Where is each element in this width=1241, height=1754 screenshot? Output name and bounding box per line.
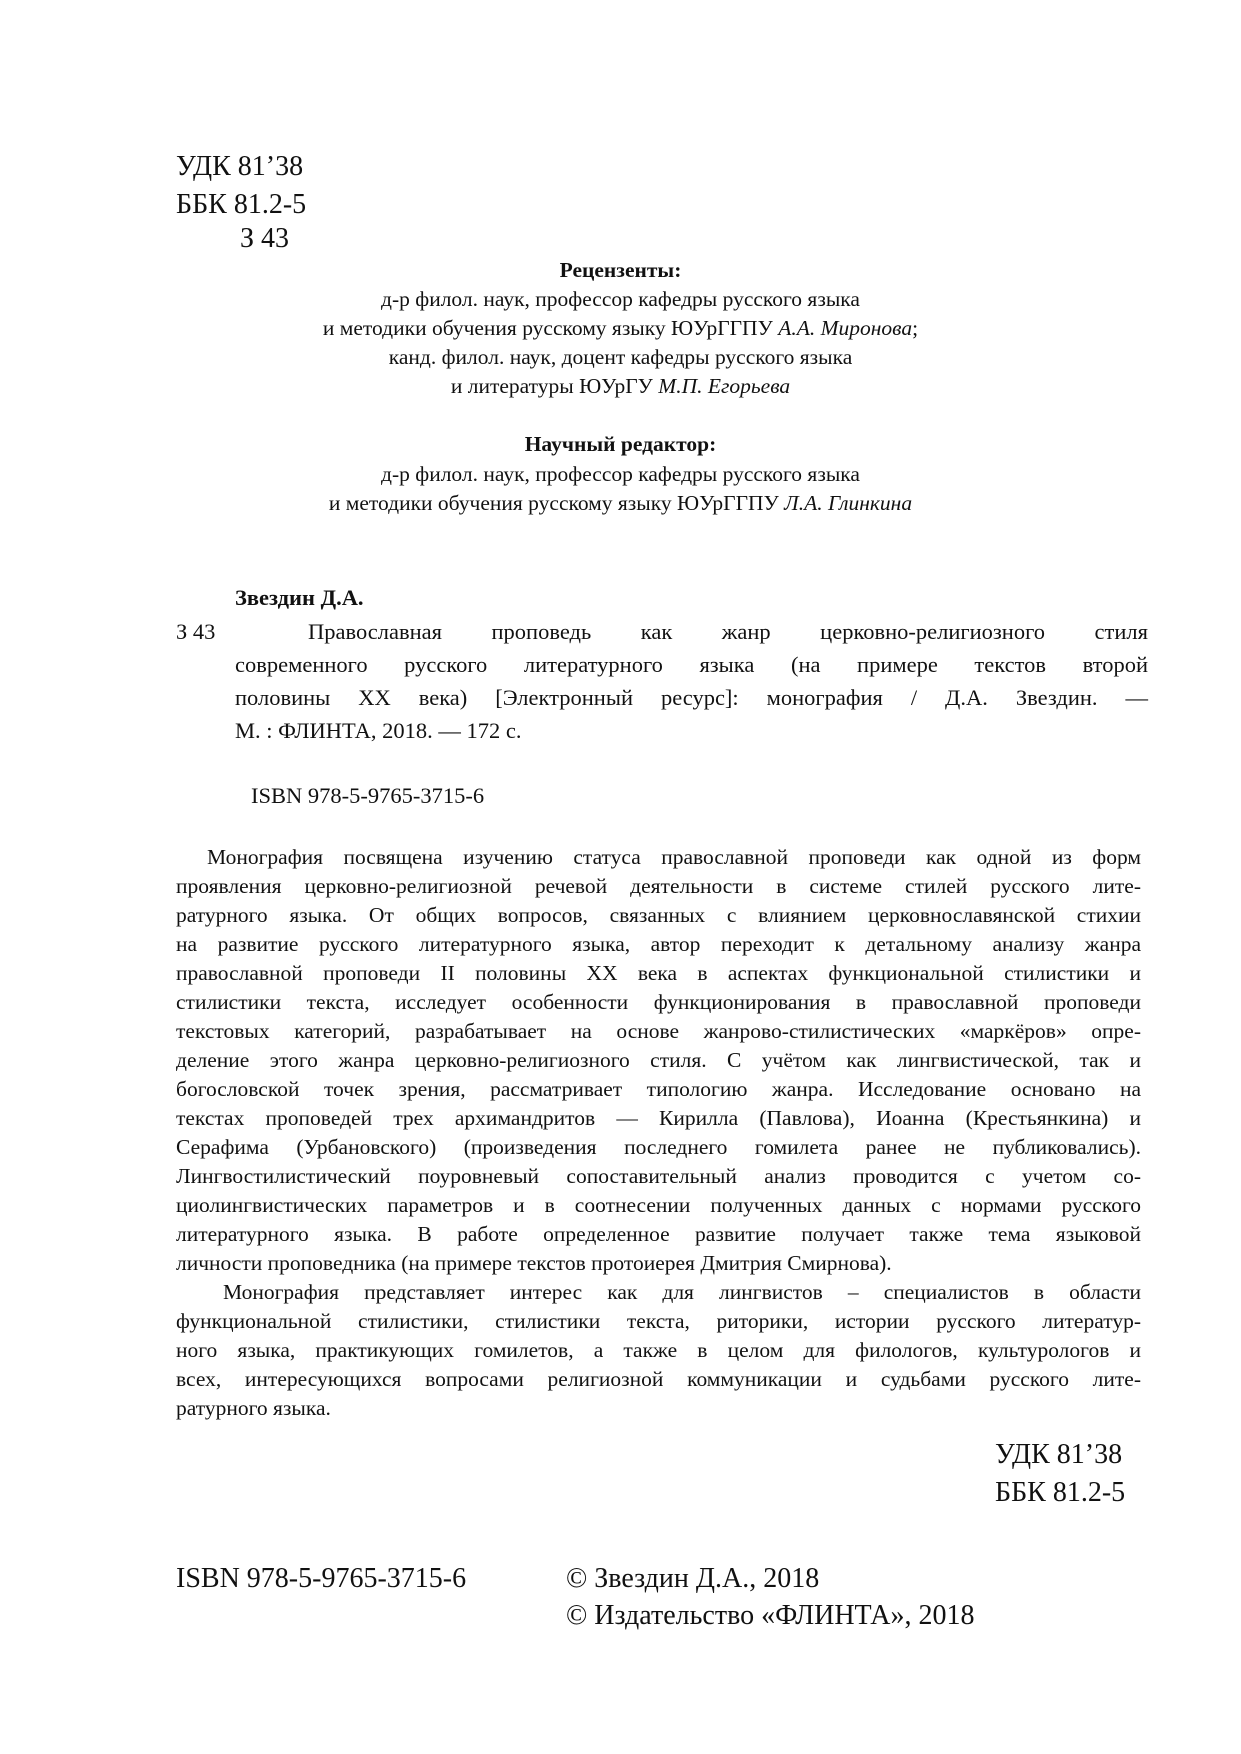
annotation-line: циолингвистических параметров и в соотнесении полученных данных с нормами русского [176, 1193, 1141, 1217]
annotation-line: богословской точек зрения, рассматривает типологию жанра. Исследование основано на [176, 1077, 1141, 1101]
book-title-line-1: Православная проповедь как жанр церковно-религиозного стиля [308, 619, 1148, 644]
editor-title: Научный редактор: [524, 432, 717, 456]
book-author: Звездин Д.А. [235, 585, 364, 610]
annotation-line: стилистики текста, исследует особенности функционирования в православной проповеди [176, 990, 1141, 1014]
annotation-line: ного языка, практикующих гомилетов, а также в целом для филологов, культурологов и [176, 1338, 1141, 1362]
annotation-line: проявления церковно-религиозной речевой деятельности в системе стилей русского лите- [176, 874, 1141, 898]
copyright-publisher: © Издательство «ФЛИНТА», 2018 [566, 1600, 975, 1631]
editor-name: Л.А. Глинкина [784, 491, 913, 515]
copyright-author: © Звездин Д.А., 2018 [566, 1563, 820, 1594]
annotation-line: ратурного языка. От общих вопросов, связанных с влиянием церковнославянской стихии [176, 903, 1141, 927]
annotation-line: текстах проповедей трех архимандритов — Кирилла (Павлова), Иоанна (Крестьянкина) и [176, 1106, 1141, 1130]
annotation-line: личности проповедника (на примере текстов протоиерея Дмитрия Смирнова). [176, 1251, 892, 1275]
annotation-line: Серафима (Урбановского) (произведения последнего гомилета ранее не публиковались). [176, 1135, 1141, 1159]
reviewer-name-2: М.П. Егорьева [658, 374, 791, 398]
footer-isbn: ISBN 978-5-9765-3715-6 [176, 1563, 467, 1594]
annotation-line: православной проповеди II половины XX века в аспектах функциональной стилистики и [176, 961, 1141, 985]
annotation-line: текстовых категорий, разрабатывает на основе жанрово-стилистических «маркёров» опре- [176, 1019, 1141, 1043]
udk-code-top: УДК 81’38 [176, 151, 304, 182]
bbk-code-bottom: ББК 81.2-5 [995, 1477, 1126, 1508]
book-author-mark: З 43 [176, 619, 216, 644]
reviewer-line-3: канд. филол. наук, доцент кафедры русского языка [388, 345, 853, 369]
book-title-line-2: современного русского литературного языка (на примере текстов второй [235, 652, 1148, 677]
annotation-line: Монография представляет интерес как для лингвистов – специалистов в области [223, 1280, 1141, 1304]
book-title-line-3: половины XX века) [Электронный ресурс]: монография / Д.А. Звездин. — [235, 685, 1148, 710]
annotation-line: ратурного языка. [176, 1396, 331, 1420]
annotation-line: всех, интересующихся вопросами религиозной коммуникации и судьбами русского лите- [176, 1367, 1141, 1391]
book-isbn: ISBN 978-5-9765-3715-6 [251, 783, 485, 808]
annotation-line: деление этого жанра церковно-религиозного стиля. С учётом как лингвистической, так и [176, 1048, 1141, 1072]
reviewer-line-1: д-р филол. наук, профессор кафедры русского языка [381, 287, 860, 311]
reviewer-line-4: и литературы ЮУрГУ М.П. Егорьева [450, 374, 791, 398]
book-title-line-4: М. : ФЛИНТА, 2018. — 172 с. [235, 718, 522, 743]
annotation-line: Монография посвящена изучению статуса православной проповеди как одной из форм [207, 845, 1141, 869]
annotation-line: Лингвостилистический поуровневый сопоставительный анализ проводится с учетом со- [176, 1164, 1141, 1188]
bbk-code-top: ББК 81.2-5 [176, 189, 307, 220]
udk-code-bottom: УДК 81’38 [995, 1439, 1123, 1470]
reviewers-title: Рецензенты: [559, 258, 682, 282]
author-mark-top: З 43 [240, 223, 290, 254]
reviewer-name-1: А.А. Миронова [778, 316, 913, 340]
reviewer-line-2: и методики обучения русскому языку ЮУрГГПУ А.А. Миронова; [322, 316, 919, 340]
annotation-line: на развитие русского литературного языка, автор переходит к детальному анализу жанра [176, 932, 1141, 956]
editor-line-2: и методики обучения русскому языку ЮУрГГПУ Л.А. Глинкина [328, 491, 913, 515]
annotation-line: литературного языка. В работе определенное развитие получает также тема языковой [176, 1222, 1141, 1246]
annotation-line: функциональной стилистики, стилистики текста, риторики, истории русского литератур- [176, 1309, 1141, 1333]
editor-line-1: д-р филол. наук, профессор кафедры русского языка [381, 462, 860, 486]
